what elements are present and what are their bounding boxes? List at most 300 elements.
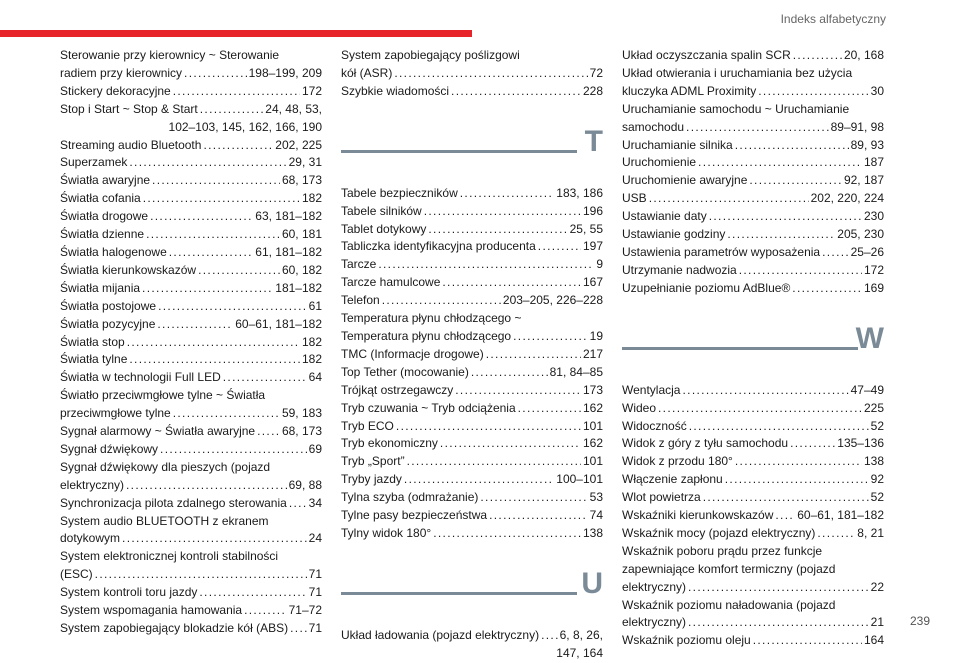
index-entry-row — [60, 334, 322, 352]
index-entry-label: Widok z przodu 180° — [622, 454, 733, 469]
dot-leader — [146, 226, 280, 244]
index-entry-pages: 92, 187 — [843, 173, 884, 188]
index-entry-pages: 60, 182 — [281, 262, 322, 277]
index-entry-row — [60, 441, 322, 459]
index-entry-row — [341, 221, 603, 239]
index-entry-label: Światła kierunkowskazów — [60, 262, 197, 277]
index-entry-pages: 60–61, 181–182 — [235, 316, 322, 331]
index-entry-pages: 20, 168 — [843, 48, 884, 62]
index-entry — [60, 387, 322, 423]
page-number: 239 — [909, 614, 930, 628]
index-entry-label: elektryczny) — [60, 477, 125, 492]
dot-leader — [686, 119, 829, 137]
index-entry-pages: 25, 55 — [569, 221, 603, 236]
index-entry-row — [60, 226, 322, 244]
index-entry-row — [622, 489, 884, 507]
dot-leader — [513, 328, 588, 346]
index-entry — [622, 190, 884, 208]
dot-leader — [143, 190, 300, 208]
index-entry-pages: 25–26 — [850, 244, 884, 259]
index-entry-label: Ustawianie daty — [622, 209, 707, 224]
index-entry-label: Tabele silników — [341, 203, 422, 218]
index-entry-label: Światła awaryjne — [60, 173, 151, 188]
dot-leader — [518, 400, 581, 418]
index-entry-label: kół (ASR) — [341, 65, 393, 80]
index-entry-pages: 63, 181–182 — [255, 209, 322, 224]
index-entry — [60, 351, 322, 369]
index-entry-row — [60, 83, 322, 101]
index-entry-row — [622, 208, 884, 226]
index-entry-row — [622, 47, 884, 65]
index-entry-label: Światła cofania — [60, 191, 141, 206]
index-entry — [341, 310, 603, 346]
index-entry-row — [60, 244, 322, 262]
index-entry-label: Tarcze — [341, 257, 377, 272]
header-accent-bar — [0, 30, 472, 37]
dot-leader — [129, 154, 286, 172]
index-entry-label: USB — [622, 191, 647, 206]
index-entry-row — [60, 190, 322, 208]
index-entry-pages: 197 — [582, 239, 603, 254]
index-entry-pages: 100–101 — [556, 472, 603, 487]
index-entry-pages: 203–205, 226–228 — [502, 293, 603, 308]
index-entry-label: Ustawianie godziny — [622, 227, 726, 242]
index-entry — [341, 364, 603, 382]
dot-leader — [682, 382, 848, 400]
section-divider — [622, 347, 858, 350]
dot-leader — [169, 244, 254, 262]
index-entry-pages: 217 — [582, 346, 603, 361]
dot-leader — [649, 190, 809, 208]
dot-leader — [749, 172, 842, 190]
dot-leader — [407, 453, 581, 471]
index-entry-label: Światła mijania — [60, 280, 141, 295]
index-entry — [60, 154, 322, 172]
index-entry-label: Sygnał alarmowy ~ Światła awaryjne — [60, 424, 256, 439]
index-entry-label: Top Tether (mocowanie) — [341, 364, 469, 379]
index-entry-row — [622, 525, 884, 543]
dot-leader — [404, 471, 554, 489]
dot-leader — [758, 83, 868, 101]
index-entry — [60, 620, 322, 638]
index-entry-pages: 69, 88 — [288, 477, 322, 492]
index-entry-pages-continued: 102–103, 145, 162, 166, 190 — [168, 119, 322, 134]
index-entry — [60, 513, 322, 549]
index-entry-pages: 61, 181–182 — [255, 244, 322, 259]
index-entry-row — [622, 400, 884, 418]
index-entry-pages: 92 — [870, 472, 884, 487]
index-entry-row — [622, 280, 884, 298]
index-entry — [341, 83, 603, 101]
entry-list — [60, 47, 322, 638]
section-divider — [341, 592, 577, 595]
index-entry — [60, 334, 322, 352]
index-entry — [341, 382, 603, 400]
index-entry-text: Uruchamianie samochodu ~ Uruchamianie — [622, 101, 850, 116]
index-entry-text: Układ otwierania i uruchamiania bez użycia — [622, 65, 853, 80]
index-entry — [341, 256, 603, 274]
index-entry-row — [60, 423, 322, 441]
index-entry-label: Wlot powietrza — [622, 490, 701, 505]
index-entry-label: Tarcze hamulcowe — [341, 275, 441, 290]
index-entry-label: Uruchomienie — [622, 155, 697, 170]
index-entry-row — [341, 525, 603, 543]
index-column-1 — [60, 47, 322, 638]
index-entry-text: zapewniające komfort termiczny (pojazd — [622, 561, 836, 576]
index-entry-row — [341, 471, 603, 489]
index-entry-label: Stop i Start ~ Stop & Start — [60, 101, 198, 116]
index-entry-pages: 61 — [308, 298, 322, 313]
index-entry-label: Utrzymanie nadwozia — [622, 262, 737, 277]
index-entry-row — [622, 435, 884, 453]
index-entry-label: Wentylacja — [622, 382, 681, 397]
index-entry-pages: 64 — [308, 370, 322, 385]
index-entry-pages: 101 — [582, 418, 603, 433]
section-letter: T — [584, 124, 603, 158]
index-entry — [622, 543, 884, 597]
index-entry-label: Światła w technologii Full LED — [60, 370, 221, 385]
index-entry-label: Światła tylne — [60, 352, 128, 367]
index-entry-text: System elektronicznej kontroli stabilności — [60, 549, 279, 564]
page-header-title: Indeks alfabetyczny — [780, 12, 886, 26]
index-entry-row — [341, 507, 603, 525]
index-entry-pages: 135–136 — [837, 436, 884, 451]
index-entry — [622, 47, 884, 65]
index-entry-row — [341, 292, 603, 310]
index-entry-pages: 52 — [870, 418, 884, 433]
index-entry — [60, 584, 322, 602]
index-entry-pages: 29, 31 — [288, 155, 322, 170]
index-entry-label: Tablet dotykowy — [341, 221, 427, 236]
index-entry-row — [622, 137, 884, 155]
index-column-3 — [622, 47, 884, 650]
index-entry-label: Włączenie zapłonu — [622, 472, 723, 487]
index-entry-pages: 198–199, 209 — [248, 65, 322, 80]
dot-leader — [703, 489, 869, 507]
index-entry-label: przeciwmgłowe tylne — [60, 406, 171, 421]
index-entry-pages: 22 — [870, 579, 884, 594]
dot-leader — [698, 154, 862, 172]
index-entry-row — [60, 262, 322, 280]
index-entry — [341, 346, 603, 364]
index-entry-pages: 72 — [589, 65, 603, 80]
index-entry-pages: 60, 181 — [281, 227, 322, 242]
index-entry-label: Światła drogowe — [60, 209, 149, 224]
dot-leader — [160, 441, 307, 459]
section-divider — [341, 150, 577, 153]
dot-leader — [735, 453, 862, 471]
index-entry-pages: 202, 220, 224 — [810, 191, 884, 206]
index-entry-label: Uruchomienie awaryjne — [622, 173, 748, 188]
index-entry-row — [60, 477, 322, 495]
dot-leader — [223, 369, 307, 387]
index-entry-text: Światło przeciwmgłowe tylne ~ Światła — [60, 388, 266, 403]
dot-leader — [290, 620, 307, 638]
index-entry-row — [622, 244, 884, 262]
dot-leader — [688, 614, 869, 632]
index-entry — [622, 507, 884, 525]
index-entry-pages: 8, 21 — [857, 525, 884, 540]
index-entry-row — [341, 203, 603, 221]
index-entry — [60, 369, 322, 387]
index-entry-label: Wskaźnik poziomu oleju — [622, 633, 751, 648]
index-entry — [341, 627, 603, 663]
index-entry-label: samochodu — [622, 119, 685, 134]
index-entry-pages: 181–182 — [275, 280, 322, 295]
index-entry-row — [622, 262, 884, 280]
dot-leader — [480, 489, 587, 507]
index-entry-row — [60, 584, 322, 602]
index-entry-pages: 47–49 — [850, 382, 884, 397]
dot-leader — [198, 262, 280, 280]
dot-leader — [158, 298, 307, 316]
index-entry-row — [622, 154, 884, 172]
index-entry-row — [622, 190, 884, 208]
index-entry — [60, 602, 322, 620]
dot-leader — [735, 137, 849, 155]
index-entry — [341, 400, 603, 418]
index-entry — [60, 101, 322, 137]
index-entry-row — [622, 172, 884, 190]
index-entry-pages: 196 — [582, 203, 603, 218]
index-entry-pages: 202, 225 — [275, 137, 322, 152]
index-entry-row — [341, 453, 603, 471]
dot-leader — [753, 632, 862, 650]
index-entry-pages: 172 — [863, 262, 884, 277]
index-entry-label: Widoczność — [622, 418, 687, 433]
index-entry-row — [60, 280, 322, 298]
section-letter: U — [581, 566, 603, 600]
index-entry — [341, 435, 603, 453]
index-entry-pages: 81, 84–85 — [549, 364, 603, 379]
index-entry-label: Tabele bezpieczników — [341, 185, 458, 200]
dot-leader — [157, 316, 233, 334]
dot-leader — [658, 400, 862, 418]
index-entry-pages: 69 — [308, 441, 322, 456]
index-entry — [622, 382, 884, 400]
index-entry-label: Szybkie wiadomości — [341, 83, 450, 98]
dot-leader — [394, 65, 587, 83]
index-entry-pages: 30 — [870, 83, 884, 98]
index-entry-pages: 138 — [582, 525, 603, 540]
dot-leader — [455, 382, 581, 400]
index-entry-label: Stickery dekoracyjne — [60, 83, 171, 98]
index-entry — [60, 298, 322, 316]
dot-leader — [822, 244, 849, 262]
index-entry-label: Tryb ECO — [341, 418, 394, 433]
index-entry-label: Superzamek — [60, 155, 128, 170]
index-entry-pages: 162 — [582, 436, 603, 451]
index-entry-pages: 101 — [582, 454, 603, 469]
index-entry-label: Trójkąt ostrzegawczy — [341, 382, 454, 397]
index-entry-label: Uzupełnianie poziomu AdBlue® — [622, 280, 791, 295]
index-entry-row — [622, 614, 884, 632]
dot-leader — [442, 274, 581, 292]
index-entry-label: Układ ładowania (pojazd elektryczny) — [341, 627, 540, 642]
index-entry-row — [622, 226, 884, 244]
dot-leader — [126, 477, 287, 495]
index-entry-pages: 9 — [596, 257, 603, 272]
index-entry-row — [60, 369, 322, 387]
index-entry — [622, 262, 884, 280]
index-entry-pages: 52 — [870, 490, 884, 505]
index-entry — [622, 244, 884, 262]
index-entry-row — [341, 382, 603, 400]
dot-leader — [451, 83, 581, 101]
index-entry-text: Sygnał dźwiękowy dla pieszych (pojazd — [60, 459, 271, 474]
dot-leader — [727, 226, 835, 244]
dot-leader — [471, 364, 548, 382]
index-entry-pages: 24, 48, 53, — [265, 101, 322, 116]
index-entry-label: elektryczny) — [622, 615, 687, 630]
index-entry-label: Tylne pasy bezpieczeństwa — [341, 508, 488, 523]
index-entry — [341, 489, 603, 507]
index-entry-pages: 230 — [863, 209, 884, 224]
index-entry-pages: 138 — [863, 454, 884, 469]
index-entry-pages: 167 — [582, 275, 603, 290]
dot-leader — [790, 435, 835, 453]
index-entry-pages: 68, 173 — [281, 424, 322, 439]
index-entry — [622, 632, 884, 650]
index-entry-row — [341, 256, 603, 274]
dot-leader — [688, 579, 869, 597]
index-entry — [622, 489, 884, 507]
index-entry-label: Streaming audio Bluetooth — [60, 137, 202, 152]
dot-leader — [541, 627, 558, 645]
index-entry — [341, 185, 603, 203]
index-entry-row — [341, 346, 603, 364]
index-entry-label: Tabliczka identyfikacyjna producenta — [341, 239, 536, 254]
index-entry-pages: 34 — [308, 495, 322, 510]
index-entry — [622, 418, 884, 436]
dot-leader — [775, 507, 795, 525]
index-entry-row — [622, 83, 884, 101]
index-entry — [622, 226, 884, 244]
index-entry-label: Układ oczyszczania spalin SCR — [622, 48, 791, 62]
index-entry-row — [60, 154, 322, 172]
index-entry-row — [60, 65, 322, 83]
index-entry-label: (ESC) — [60, 567, 93, 582]
dot-leader — [396, 418, 581, 436]
index-entry-pages: 164 — [863, 633, 884, 648]
index-entry-label: Sygnał dźwiękowy — [60, 441, 159, 456]
index-entry-label: Tryb ekonomiczny — [341, 436, 438, 451]
dot-leader — [382, 292, 501, 310]
index-entry-text: System zapobiegający poślizgowi — [341, 48, 520, 62]
index-entry-text: System audio BLUETOOTH z ekranem — [60, 513, 269, 528]
dot-leader — [424, 203, 581, 221]
index-entry-pages: 172 — [301, 83, 322, 98]
dot-leader — [489, 507, 588, 525]
index-entry-label: Tryby jazdy — [341, 472, 402, 487]
index-entry-row — [60, 495, 322, 513]
dot-leader — [709, 208, 862, 226]
index-entry-pages: 71 — [308, 567, 322, 582]
index-entry-row — [60, 566, 322, 584]
index-entry — [341, 238, 603, 256]
index-entry-row — [341, 83, 603, 101]
dot-leader — [460, 185, 555, 203]
index-entry-pages: 59, 183 — [281, 406, 322, 421]
section-header-t — [341, 119, 603, 177]
index-entry — [60, 459, 322, 495]
index-entry — [341, 274, 603, 292]
dot-leader — [122, 530, 307, 548]
index-entry — [622, 137, 884, 155]
index-entry — [60, 190, 322, 208]
index-entry — [60, 137, 322, 155]
index-entry-row — [60, 298, 322, 316]
index-column-2 — [341, 47, 603, 663]
index-entry-label: Światła stop — [60, 334, 125, 349]
index-entry — [622, 208, 884, 226]
index-entry-label: Światła postojowe — [60, 298, 157, 313]
dot-leader — [817, 525, 855, 543]
index-entry-label: Światła dzienne — [60, 227, 145, 242]
index-entry-row — [60, 351, 322, 369]
entry-list — [341, 185, 603, 543]
index-entry — [341, 507, 603, 525]
index-entry-pages-continued: 147, 164 — [556, 645, 603, 660]
index-entry-row — [60, 530, 322, 548]
index-entry — [622, 471, 884, 489]
dot-leader — [428, 221, 567, 239]
dot-leader — [200, 101, 264, 119]
index-entry-pages: 205, 230 — [837, 227, 884, 242]
index-entry — [622, 172, 884, 190]
index-entry — [622, 400, 884, 418]
index-entry — [622, 154, 884, 172]
index-entry — [60, 83, 322, 101]
index-entry-row — [622, 418, 884, 436]
dot-leader — [142, 280, 273, 298]
index-entry-label: Widok z góry z tyłu samochodu — [622, 436, 789, 451]
index-entry-pages: 169 — [863, 280, 884, 295]
index-entry — [341, 525, 603, 543]
index-entry-row — [341, 435, 603, 453]
index-entry-row — [341, 489, 603, 507]
dot-leader — [739, 262, 862, 280]
index-entry-label: Światła pozycyjne — [60, 316, 156, 331]
section-letter: W — [855, 321, 884, 355]
index-entry-row — [341, 238, 603, 256]
index-entry — [622, 597, 884, 633]
dot-leader — [203, 137, 273, 155]
index-entry-row — [341, 185, 603, 203]
index-entry-pages: 19 — [589, 328, 603, 343]
index-entry-label: Wideo — [622, 400, 657, 415]
index-entry-row — [622, 579, 884, 597]
index-entry-label: Ustawienia parametrów wyposażenia — [622, 244, 821, 259]
dot-leader — [127, 334, 300, 352]
dot-leader — [792, 280, 862, 298]
index-entry-row — [60, 405, 322, 423]
index-entry-pages: 89, 93 — [850, 137, 884, 152]
index-entry-pages: 24 — [308, 531, 322, 546]
dot-leader — [95, 566, 307, 584]
index-entry-pages: 225 — [863, 400, 884, 415]
index-entry — [341, 221, 603, 239]
dot-leader — [793, 47, 842, 65]
index-entry-row — [622, 453, 884, 471]
index-entry-row — [60, 620, 322, 638]
index-entry-pages: 182 — [301, 334, 322, 349]
index-entry — [622, 453, 884, 471]
index-entry — [622, 525, 884, 543]
index-entry — [60, 208, 322, 226]
index-entry — [60, 244, 322, 262]
index-entry — [60, 226, 322, 244]
